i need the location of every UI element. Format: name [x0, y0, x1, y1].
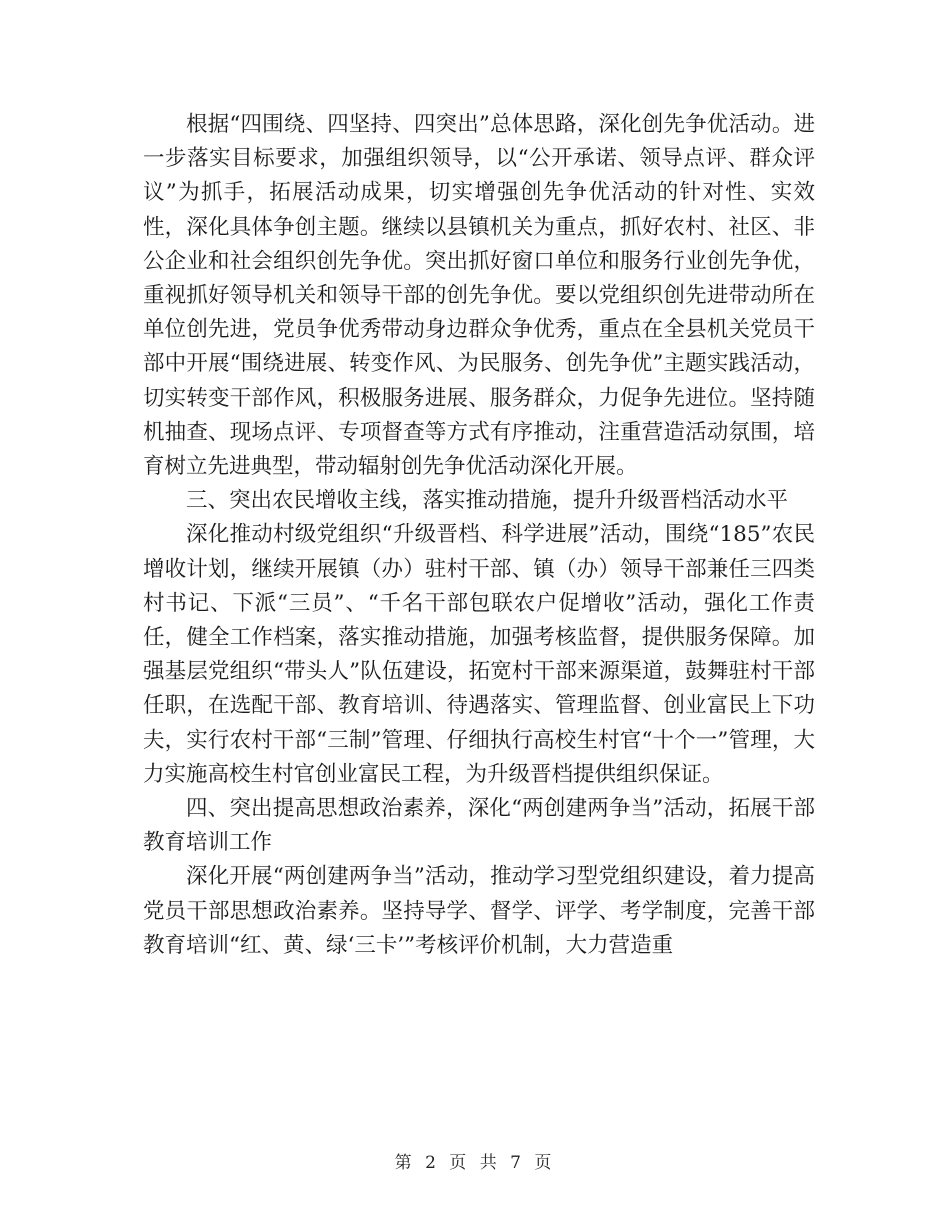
page-number-footer: 第 2 页 共 7 页 [394, 1153, 556, 1173]
document-body [143, 108, 815, 963]
section-heading-three: 三、突出农民增收主线，落实推动措施，提升升级晋档活动水平 [186, 488, 789, 514]
paragraph-village-upgrade: 深化推动村级党组织“升级晋档、科学进展”活动，围绕“185”农民增收计划，继续开展镇（办）驻村干部、镇（办）领导干部兼任三四类村书记、下派“三员”、“千名干部包联农户促增收”活动，强化工作责任，健全工作档案，落实推动措施，加强考核监督，提供服务保障。加强基层党组织“带头人”队伍建设，拓宽村干部来源渠道，鼓舞驻村干部任职，在选配干部、教育培训、待遇落实、管理监督、创业富民上下功夫，实行农村干部“三制”管理、仔细执行高校生村官“十个一”管理，大力实施高校生村官创业富民工程，为升级晋档提供组织保证。 [143, 522, 815, 787]
section-heading-four: 四、突出提高思想政治素养，深化“两创建两争当”活动，拓展干部教育培训工作 [143, 796, 815, 856]
paragraph-cadre-education: 深化开展“两创建两争当”活动，推动学习型党组织建设，着力提高党员干部思想政治素养。坚持导学、督学、评学、考学制度，完善干部教育培训“红、黄、绿‘三卡’”考核评价机制，大力营造重 [143, 864, 815, 958]
paragraph-innovation-activity: 根据“四围绕、四坚持、四突出”总体思路，深化创先争优活动。进一步落实目标要求，加强组织领导，以“公开承诺、领导点评、群众评议”为抓手，拓展活动成果，切实增强创先争优活动的针对性、实效性，深化具体争创主题。继续以县镇机关为重点，抓好农村、社区、非公企业和社会组织创先争优。突出抓好窗口单位和服务行业创先争优，重视抓好领导机关和领导干部的创先争优。要以党组织创先进带动所在单位创先进，党员争优秀带动身边群众争优秀，重点在全县机关党员干部中开展“围绕进展、转变作风、为民服务、创先争优”主题实践活动，切实转变干部作风，积极服务进展、服务群众，力促争先进位。坚持随机抽查、现场点评、专项督查等方式有序推动，注重营造活动氛围，培育树立先进典型，带动辐射创先争优活动深化开展。 [143, 112, 815, 480]
